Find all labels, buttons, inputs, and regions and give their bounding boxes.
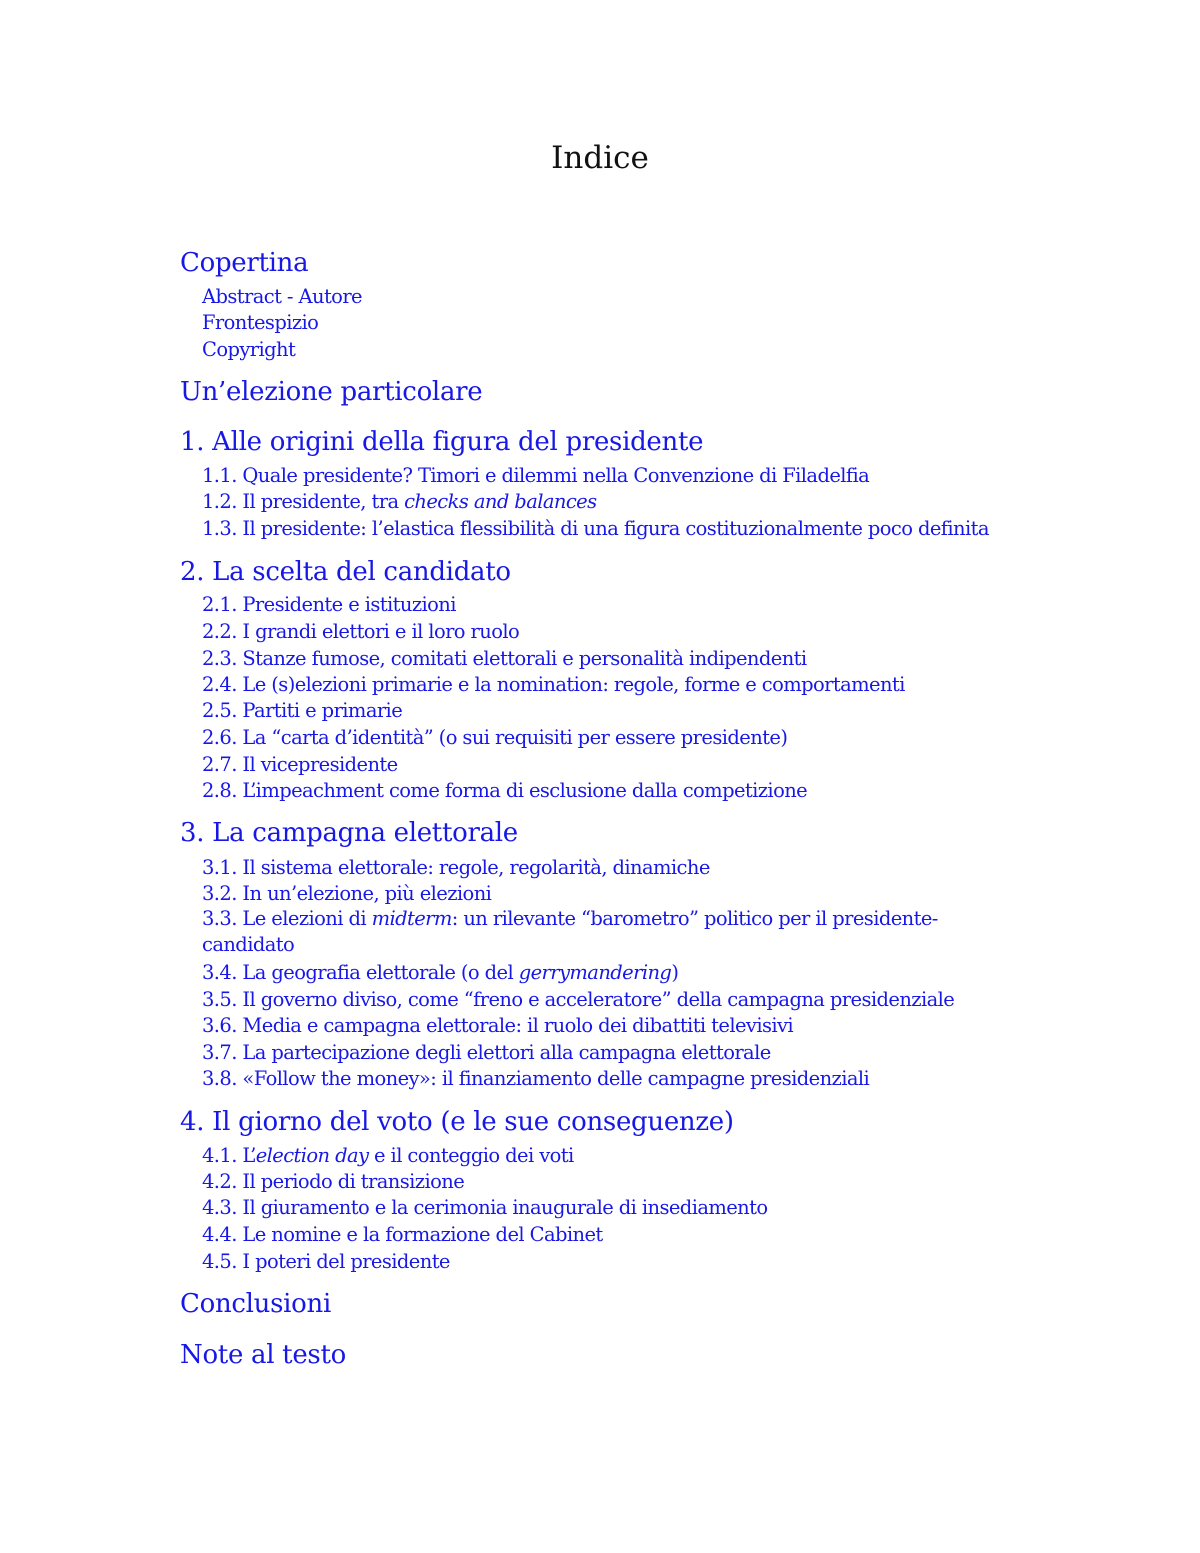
toc-entry-italic: election day (255, 1144, 369, 1167)
toc-entry-3-8[interactable]: 3.8. «Follow the money»: il finanziamento delle campagne presidenziali (202, 1067, 870, 1090)
toc-entry-2-2[interactable]: 2.2. I grandi elettori e il loro ruolo (202, 620, 520, 643)
toc-chapter-copertina[interactable]: Copertina (180, 248, 309, 278)
toc-chapter-elezione[interactable]: Un’elezione particolare (180, 377, 483, 407)
toc-entry-4-1[interactable] (202, 1144, 574, 1167)
toc-chapter-1[interactable]: 1. Alle origini della figura del presidente (180, 427, 704, 457)
toc-chapter-note[interactable]: Note al testo (180, 1340, 346, 1370)
toc-entry-copyright[interactable]: Copyright (202, 338, 296, 361)
toc-entry-2-7[interactable]: 2.7. Il vicepresidente (202, 753, 398, 776)
toc-entry-italic: gerrymandering (518, 961, 672, 984)
toc-chapter-3[interactable]: 3. La campagna elettorale (180, 818, 518, 848)
toc-entry-3-2[interactable]: 3.2. In un’elezione, più elezioni (202, 882, 492, 905)
toc-entry-text: 1.2. Il presidente, tra (202, 490, 405, 513)
toc-entry-text: : un rilevante “barometro” politico per il presidente-candidato (202, 907, 938, 956)
toc-entry-text: 3.3. Le elezioni di (202, 907, 372, 930)
toc-entry-3-1[interactable]: 3.1. Il sistema elettorale: regole, regolarità, dinamiche (202, 856, 710, 879)
toc-entry-text: ) (671, 961, 679, 984)
toc-chapter-4[interactable]: 4. Il giorno del voto (e le sue conseguenze) (180, 1107, 734, 1137)
toc-entry-2-3[interactable]: 2.3. Stanze fumose, comitati elettorali e personalità indipendenti (202, 647, 807, 670)
toc-entry-1-3[interactable]: 1.3. Il presidente: l’elastica flessibilità di una figura costituzionalmente poco definita (202, 517, 989, 540)
toc-entry-2-6[interactable]: 2.6. La “carta d’identità” (o sui requisiti per essere presidente) (202, 726, 788, 749)
toc-entry-3-5[interactable]: 3.5. Il governo diviso, come “freno e acceleratore” della campagna presidenziale (202, 988, 955, 1011)
toc-entry-1-2[interactable] (202, 490, 597, 513)
toc-entry-2-8[interactable]: 2.8. L’impeachment come forma di esclusione dalla competizione (202, 779, 808, 802)
toc-entry-2-5[interactable]: 2.5. Partiti e primarie (202, 699, 403, 722)
toc-entry-text: 4.1. L’ (202, 1144, 256, 1167)
toc-entry-4-5[interactable]: 4.5. I poteri del presidente (202, 1250, 450, 1273)
toc-entry-1-1[interactable]: 1.1. Quale presidente? Timori e dilemmi nella Convenzione di Filadelfia (202, 464, 870, 487)
toc-chapter-2[interactable]: 2. La scelta del candidato (180, 557, 511, 587)
toc-entry-3-3[interactable] (202, 906, 1002, 958)
toc-entry-4-2[interactable]: 4.2. Il periodo di transizione (202, 1170, 465, 1193)
toc-entry-italic: midterm (371, 907, 452, 930)
toc-entry-3-4[interactable] (202, 961, 678, 984)
toc-entry-3-6[interactable]: 3.6. Media e campagna elettorale: il ruolo dei dibattiti televisivi (202, 1014, 794, 1037)
toc-entry-4-3[interactable]: 4.3. Il giuramento e la cerimonia inaugurale di insediamento (202, 1196, 768, 1219)
toc-entry-2-1[interactable]: 2.1. Presidente e istituzioni (202, 593, 456, 616)
toc-entry-4-4[interactable]: 4.4. Le nomine e la formazione del Cabinet (202, 1223, 603, 1246)
toc-entry-italic: checks and balances (404, 490, 597, 513)
toc-entry-frontespizio[interactable]: Frontespizio (202, 311, 319, 334)
toc-entry-3-7[interactable]: 3.7. La partecipazione degli elettori alla campagna elettorale (202, 1041, 771, 1064)
toc-chapter-conclusioni[interactable]: Conclusioni (180, 1289, 331, 1319)
toc-entry-text: 3.4. La geografia elettorale (o del (202, 961, 519, 984)
page-title: Indice (551, 140, 649, 176)
toc-entry-text: e il conteggio dei voti (368, 1144, 574, 1167)
toc-entry-2-4[interactable]: 2.4. Le (s)elezioni primarie e la nomination: regole, forme e comportamenti (202, 673, 905, 696)
toc-entry-abstract[interactable]: Abstract - Autore (202, 285, 362, 308)
